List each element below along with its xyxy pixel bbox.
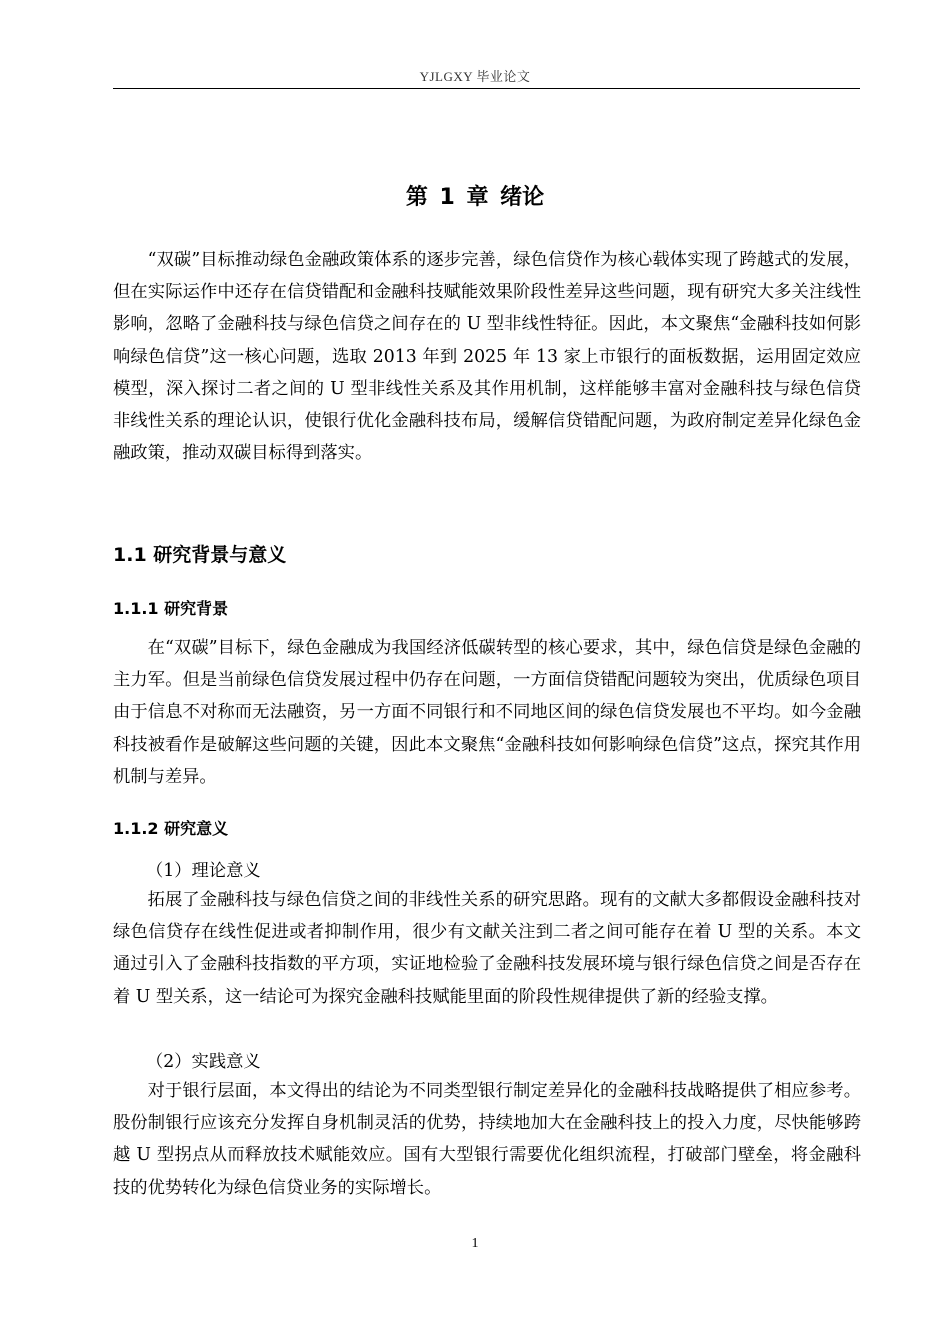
practice-significance-label: （2）实践意义 — [146, 1052, 261, 1072]
section-heading-1-1-2: 1.1.2 研究意义 — [113, 819, 229, 838]
section-heading-1-1: 1.1 研究背景与意义 — [113, 544, 287, 566]
header-rule — [113, 88, 860, 89]
practice-significance-paragraph: 对于银行层面，本文得出的结论为不同类型银行制定差异化的金融科技战略提供了相应参考。股份制银行应该充分发挥自身机制灵活的优势，持续地加大在金融科技上的投入力度，尽快能够跨越 U 型拐点从而释放技术赋能效应。国有大型银行需要优化组织流程，打破部门壁垒，将金融科技的优势转化为绿色信贷业务的实际增长。 — [113, 1081, 861, 1198]
theory-significance-paragraph: 拓展了金融科技与绿色信贷之间的非线性关系的研究思路。现有的文献大多都假设金融科技对绿色信贷存在线性促进或者抑制作用，很少有文献关注到二者之间可能存在着 U 型的关系。本文通过引入了金融科技指数的平方项，实证地检验了金融科技发展环境与银行绿色信贷之间是否存在着 U 型关系，这一结论可为探究金融科技赋能里面的阶段性规律提供了新的经验支撑。 — [113, 890, 861, 1007]
theory-significance-label: （1）理论意义 — [146, 861, 261, 881]
chapter-title: 第 1 章 绪论 — [405, 185, 545, 210]
section-heading-1-1-1: 1.1.1 研究背景 — [113, 599, 229, 618]
running-header: YJLGXY 毕业论文 — [419, 69, 531, 84]
background-paragraph: 在“双碳”目标下，绿色金融成为我国经济低碳转型的核心要求，其中，绿色信贷是绿色金融的主力军。但是当前绿色信贷发展过程中仍存在问题，一方面信贷错配问题较为突出，优质绿色项目由于信息不对称而无法融资，另一方面不同银行和不同地区间的绿色信贷发展也不平均。如今金融科技被看作是破解这些问题的关键，因此本文聚焦“金融科技如何影响绿色信贷”这点，探究其作用机制与差异。 — [113, 638, 861, 787]
intro-paragraph: “双碳”目标推动绿色金融政策体系的逐步完善，绿色信贷作为核心载体实现了跨越式的发展，但在实际运作中还存在信贷错配和金融科技赋能效果阶段性差异这些问题，现有研究大多关注线性影响，忽略了金融科技与绿色信贷之间存在的 U 型非线性特征。因此，本文聚焦“金融科技如何影响绿色信贷”这一核心问题，选取 2013 年到 2025 年 13 家上市银行的面板数据，运用固定效应模型，深入探讨二者之间的 U 型非线性关系及其作用机制，这样能够丰富对金融科技与绿色信贷非线性关系的理论认识，使银行优化金融科技布局，缓解信贷错配问题，为政府制定差异化绿色金融政策，推动双碳目标得到落实。 — [113, 250, 861, 464]
page-number: 1 — [471, 1236, 479, 1251]
